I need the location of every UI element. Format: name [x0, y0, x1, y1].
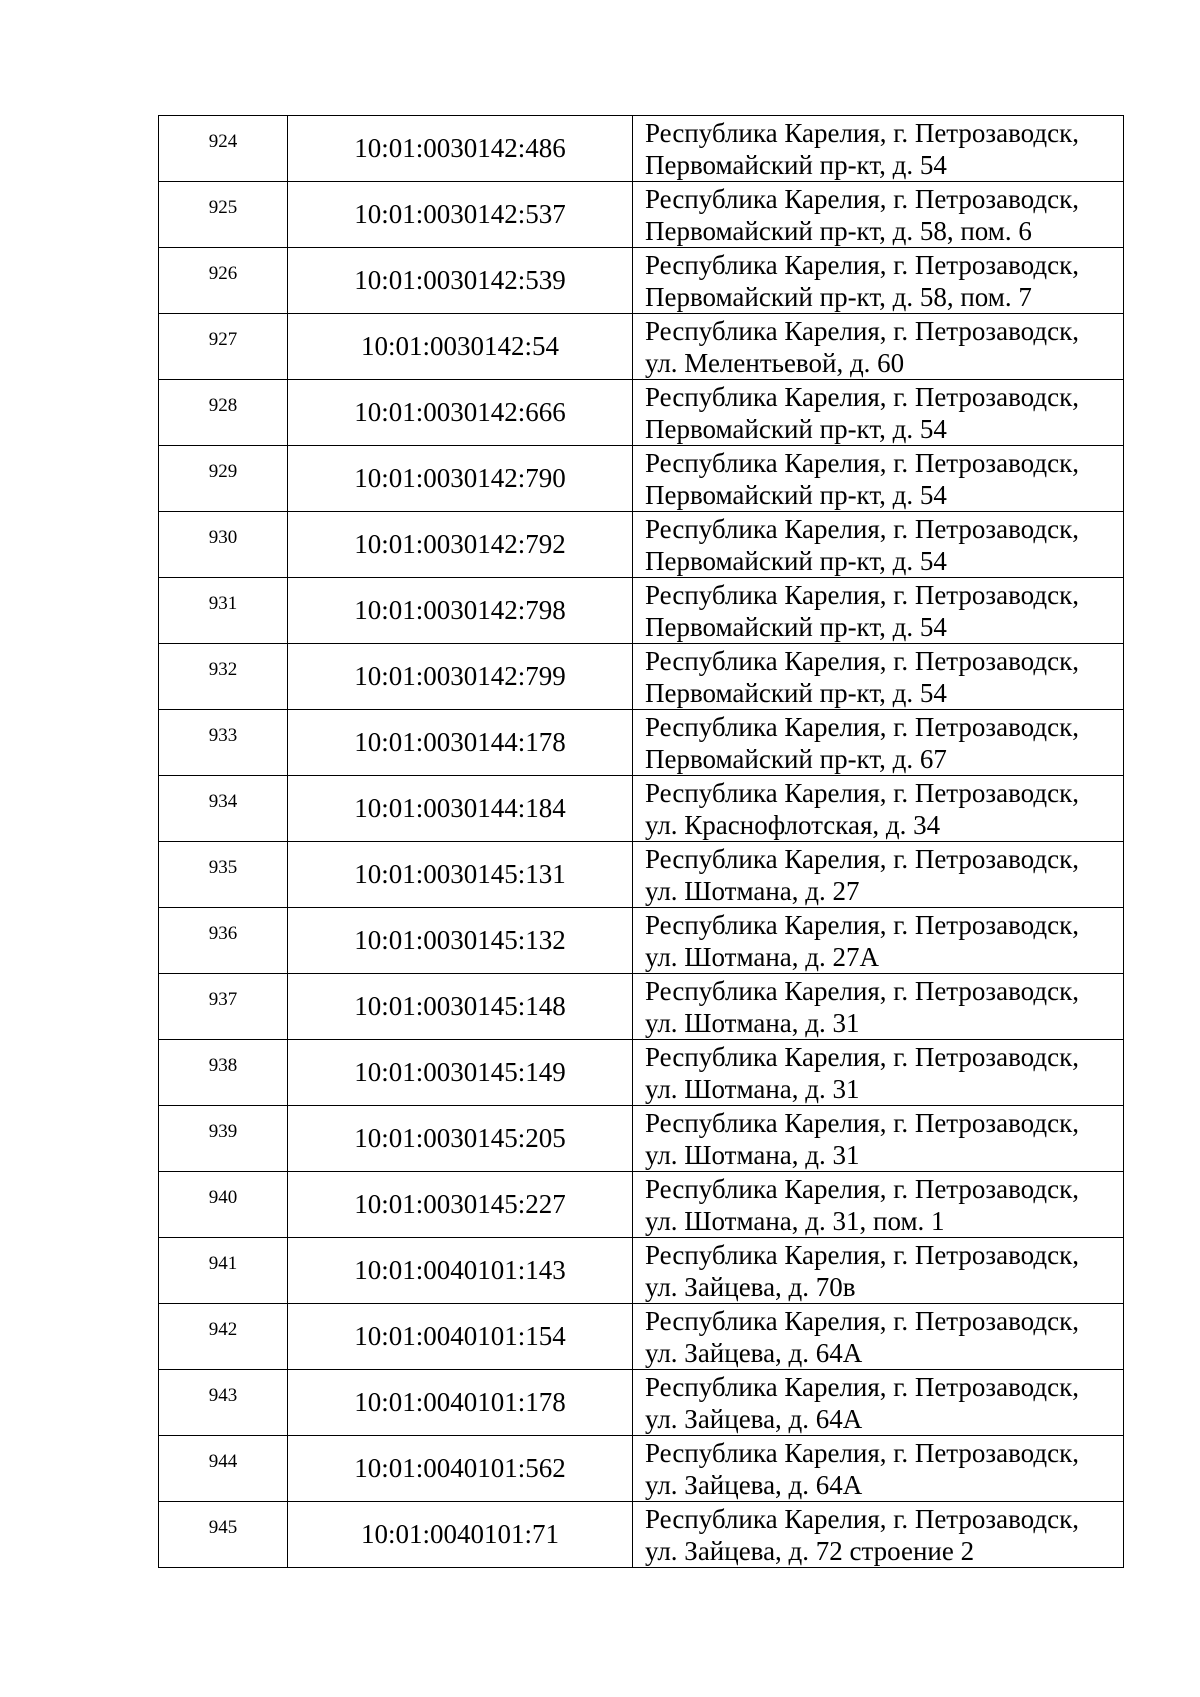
cadastral-number: 10:01:0030142:539 [288, 248, 633, 314]
address-line-2: ул. Зайцева, д. 70в [645, 1272, 856, 1302]
address-cell [633, 578, 1124, 644]
address-line-2: ул. Шотмана, д. 27 [645, 876, 860, 906]
address-line-2: ул. Зайцева, д. 64А [645, 1404, 863, 1434]
address-cell [633, 776, 1124, 842]
cadastral-number: 10:01:0040101:143 [288, 1238, 633, 1304]
row-number: 930 [159, 512, 288, 578]
address-line-2: Первомайский пр-кт, д. 54 [645, 678, 947, 708]
cadastral-number: 10:01:0040101:562 [288, 1436, 633, 1502]
address-line-1: Республика Карелия, г. Петрозаводск, [645, 1042, 1079, 1072]
address-line-1: Республика Карелия, г. Петрозаводск, [645, 778, 1079, 808]
table-row [159, 644, 1124, 710]
row-number: 943 [159, 1370, 288, 1436]
table-body [159, 116, 1124, 1568]
table-row [159, 446, 1124, 512]
row-number: 939 [159, 1106, 288, 1172]
property-registry-table [158, 115, 1124, 1568]
table-row [159, 116, 1124, 182]
cadastral-number: 10:01:0030145:227 [288, 1172, 633, 1238]
address-line-1: Республика Карелия, г. Петрозаводск, [645, 316, 1079, 346]
address-cell [633, 842, 1124, 908]
row-number: 936 [159, 908, 288, 974]
address-line-2: ул. Шотмана, д. 31 [645, 1008, 860, 1038]
cadastral-number: 10:01:0030142:537 [288, 182, 633, 248]
address-cell [633, 1238, 1124, 1304]
cadastral-number: 10:01:0040101:71 [288, 1502, 633, 1568]
table-row [159, 380, 1124, 446]
address-cell [633, 974, 1124, 1040]
address-cell [633, 1172, 1124, 1238]
address-cell [633, 710, 1124, 776]
table-row [159, 578, 1124, 644]
table-row [159, 1370, 1124, 1436]
address-line-2: ул. Мелентьевой, д. 60 [645, 348, 905, 378]
row-number: 934 [159, 776, 288, 842]
row-number: 932 [159, 644, 288, 710]
address-cell [633, 248, 1124, 314]
address-line-2: Первомайский пр-кт, д. 54 [645, 414, 947, 444]
address-line-1: Республика Карелия, г. Петрозаводск, [645, 646, 1079, 676]
cadastral-number: 10:01:0030145:148 [288, 974, 633, 1040]
row-number: 937 [159, 974, 288, 1040]
table-row [159, 1304, 1124, 1370]
row-number: 925 [159, 182, 288, 248]
row-number: 927 [159, 314, 288, 380]
address-line-2: Первомайский пр-кт, д. 54 [645, 612, 947, 642]
address-line-2: ул. Шотмана, д. 31 [645, 1074, 860, 1104]
address-line-2: Первомайский пр-кт, д. 54 [645, 150, 947, 180]
address-line-2: Первомайский пр-кт, д. 58, пом. 6 [645, 216, 1032, 246]
address-line-2: Первомайский пр-кт, д. 54 [645, 480, 947, 510]
address-line-1: Республика Карелия, г. Петрозаводск, [645, 844, 1079, 874]
address-line-1: Республика Карелия, г. Петрозаводск, [645, 514, 1079, 544]
address-line-2: Первомайский пр-кт, д. 67 [645, 744, 947, 774]
address-cell [633, 1304, 1124, 1370]
address-cell [633, 1436, 1124, 1502]
row-number: 945 [159, 1502, 288, 1568]
address-line-2: Первомайский пр-кт, д. 58, пом. 7 [645, 282, 1032, 312]
address-line-1: Республика Карелия, г. Петрозаводск, [645, 712, 1079, 742]
address-line-2: ул. Шотмана, д. 31, пом. 1 [645, 1206, 945, 1236]
address-line-1: Республика Карелия, г. Петрозаводск, [645, 1504, 1079, 1534]
address-line-2: ул. Шотмана, д. 27А [645, 942, 880, 972]
table-row [159, 1172, 1124, 1238]
table-row [159, 842, 1124, 908]
cadastral-number: 10:01:0030145:149 [288, 1040, 633, 1106]
row-number: 941 [159, 1238, 288, 1304]
address-cell [633, 1502, 1124, 1568]
address-cell [633, 644, 1124, 710]
address-line-2: ул. Зайцева, д. 72 строение 2 [645, 1536, 975, 1566]
row-number: 929 [159, 446, 288, 512]
address-line-2: ул. Шотмана, д. 31 [645, 1140, 860, 1170]
row-number: 938 [159, 1040, 288, 1106]
cadastral-number: 10:01:0030142:486 [288, 116, 633, 182]
cadastral-number: 10:01:0030145:205 [288, 1106, 633, 1172]
address-line-1: Республика Карелия, г. Петрозаводск, [645, 118, 1079, 148]
row-number: 926 [159, 248, 288, 314]
row-number: 924 [159, 116, 288, 182]
row-number: 942 [159, 1304, 288, 1370]
row-number: 940 [159, 1172, 288, 1238]
table-row [159, 1040, 1124, 1106]
address-line-2: ул. Зайцева, д. 64А [645, 1470, 863, 1500]
address-line-1: Республика Карелия, г. Петрозаводск, [645, 448, 1079, 478]
address-cell [633, 182, 1124, 248]
address-line-1: Республика Карелия, г. Петрозаводск, [645, 1108, 1079, 1138]
table-row [159, 1238, 1124, 1304]
address-cell [633, 512, 1124, 578]
address-line-1: Республика Карелия, г. Петрозаводск, [645, 382, 1079, 412]
address-cell [633, 380, 1124, 446]
address-line-1: Республика Карелия, г. Петрозаводск, [645, 976, 1079, 1006]
address-line-1: Республика Карелия, г. Петрозаводск, [645, 1174, 1079, 1204]
table-row [159, 512, 1124, 578]
row-number: 931 [159, 578, 288, 644]
address-line-2: ул. Зайцева, д. 64А [645, 1338, 863, 1368]
cadastral-number: 10:01:0030144:184 [288, 776, 633, 842]
address-line-1: Республика Карелия, г. Петрозаводск, [645, 1240, 1079, 1270]
table-row [159, 1502, 1124, 1568]
table-row [159, 314, 1124, 380]
address-line-2: ул. Краснофлотская, д. 34 [645, 810, 941, 840]
cadastral-number: 10:01:0030142:666 [288, 380, 633, 446]
table-row [159, 710, 1124, 776]
address-line-1: Республика Карелия, г. Петрозаводск, [645, 910, 1079, 940]
address-line-1: Республика Карелия, г. Петрозаводск, [645, 250, 1079, 280]
cadastral-number: 10:01:0030145:131 [288, 842, 633, 908]
address-line-1: Республика Карелия, г. Петрозаводск, [645, 1372, 1079, 1402]
table-row [159, 974, 1124, 1040]
address-cell [633, 1106, 1124, 1172]
address-cell [633, 908, 1124, 974]
cadastral-number: 10:01:0030142:798 [288, 578, 633, 644]
row-number: 944 [159, 1436, 288, 1502]
table-row [159, 248, 1124, 314]
address-cell [633, 314, 1124, 380]
cadastral-number: 10:01:0030145:132 [288, 908, 633, 974]
address-line-1: Республика Карелия, г. Петрозаводск, [645, 184, 1079, 214]
table-row [159, 1106, 1124, 1172]
row-number: 933 [159, 710, 288, 776]
row-number: 928 [159, 380, 288, 446]
cadastral-number: 10:01:0030142:54 [288, 314, 633, 380]
address-cell [633, 1370, 1124, 1436]
address-cell [633, 1040, 1124, 1106]
address-line-2: Первомайский пр-кт, д. 54 [645, 546, 947, 576]
cadastral-number: 10:01:0030142:799 [288, 644, 633, 710]
table-row [159, 908, 1124, 974]
table-row [159, 1436, 1124, 1502]
row-number: 935 [159, 842, 288, 908]
table-row [159, 182, 1124, 248]
cadastral-number: 10:01:0030142:790 [288, 446, 633, 512]
cadastral-number: 10:01:0030144:178 [288, 710, 633, 776]
address-line-1: Республика Карелия, г. Петрозаводск, [645, 1306, 1079, 1336]
cadastral-number: 10:01:0040101:178 [288, 1370, 633, 1436]
address-cell [633, 116, 1124, 182]
cadastral-number: 10:01:0040101:154 [288, 1304, 633, 1370]
address-line-1: Республика Карелия, г. Петрозаводск, [645, 1438, 1079, 1468]
address-cell [633, 446, 1124, 512]
cadastral-number: 10:01:0030142:792 [288, 512, 633, 578]
table-row [159, 776, 1124, 842]
address-line-1: Республика Карелия, г. Петрозаводск, [645, 580, 1079, 610]
